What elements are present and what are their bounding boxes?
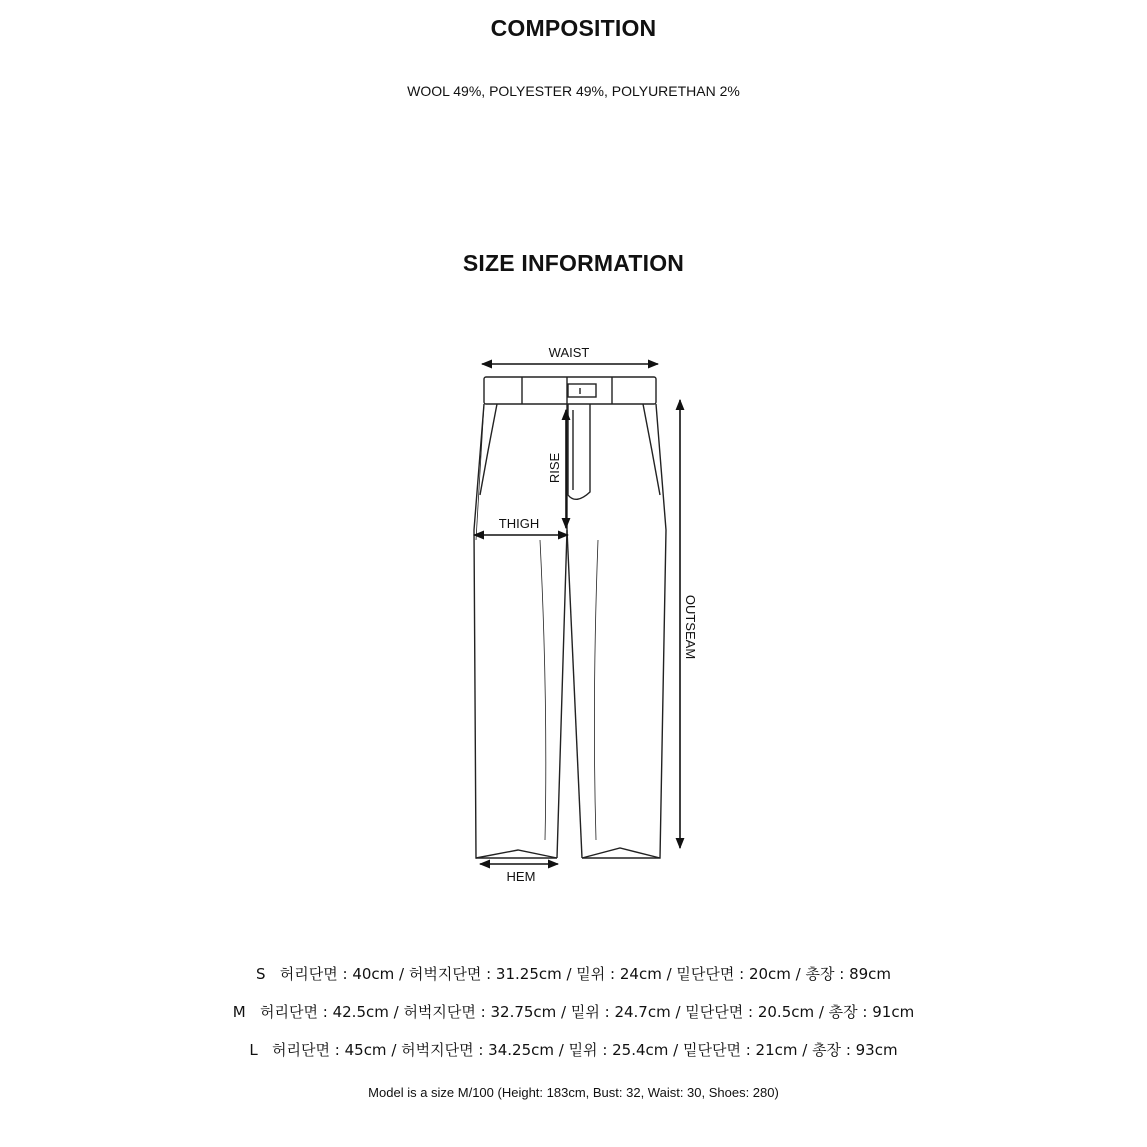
size-row-s: S 허리단면 : 40cm / 허벅지단면 : 31.25cm / 밑위 : 24cm / 밑단단면 : 20cm / 총장 : 89cm xyxy=(255,965,892,983)
outseam-label: OUTSEAM xyxy=(683,594,698,660)
rise-label: RISE xyxy=(547,452,562,484)
size-row-m: M 허리단면 : 42.5cm / 허벅지단면 : 32.75cm / 밑위 : 24.7cm / 밑단단면 : 20.5cm / 총장 : 91cm xyxy=(232,1003,915,1021)
pants-outline xyxy=(474,377,666,858)
composition-text: WOOL 49%, POLYESTER 49%, POLYURETHAN 2% xyxy=(407,83,740,99)
size-row-l: L 허리단면 : 45cm / 허벅지단면 : 34.25cm / 밑위 : 25.4cm / 밑단단면 : 21cm / 총장 : 93cm xyxy=(249,1041,898,1059)
model-note: Model is a size M/100 (Height: 183cm, Bust: 32, Waist: 30, Shoes: 280) xyxy=(368,1085,779,1100)
waist-label: WAIST xyxy=(548,345,590,360)
thigh-label: THIGH xyxy=(498,516,540,531)
size-information-title: SIZE INFORMATION xyxy=(462,250,685,276)
hem-label: HEM xyxy=(506,869,536,884)
composition-title: COMPOSITION xyxy=(490,15,657,41)
